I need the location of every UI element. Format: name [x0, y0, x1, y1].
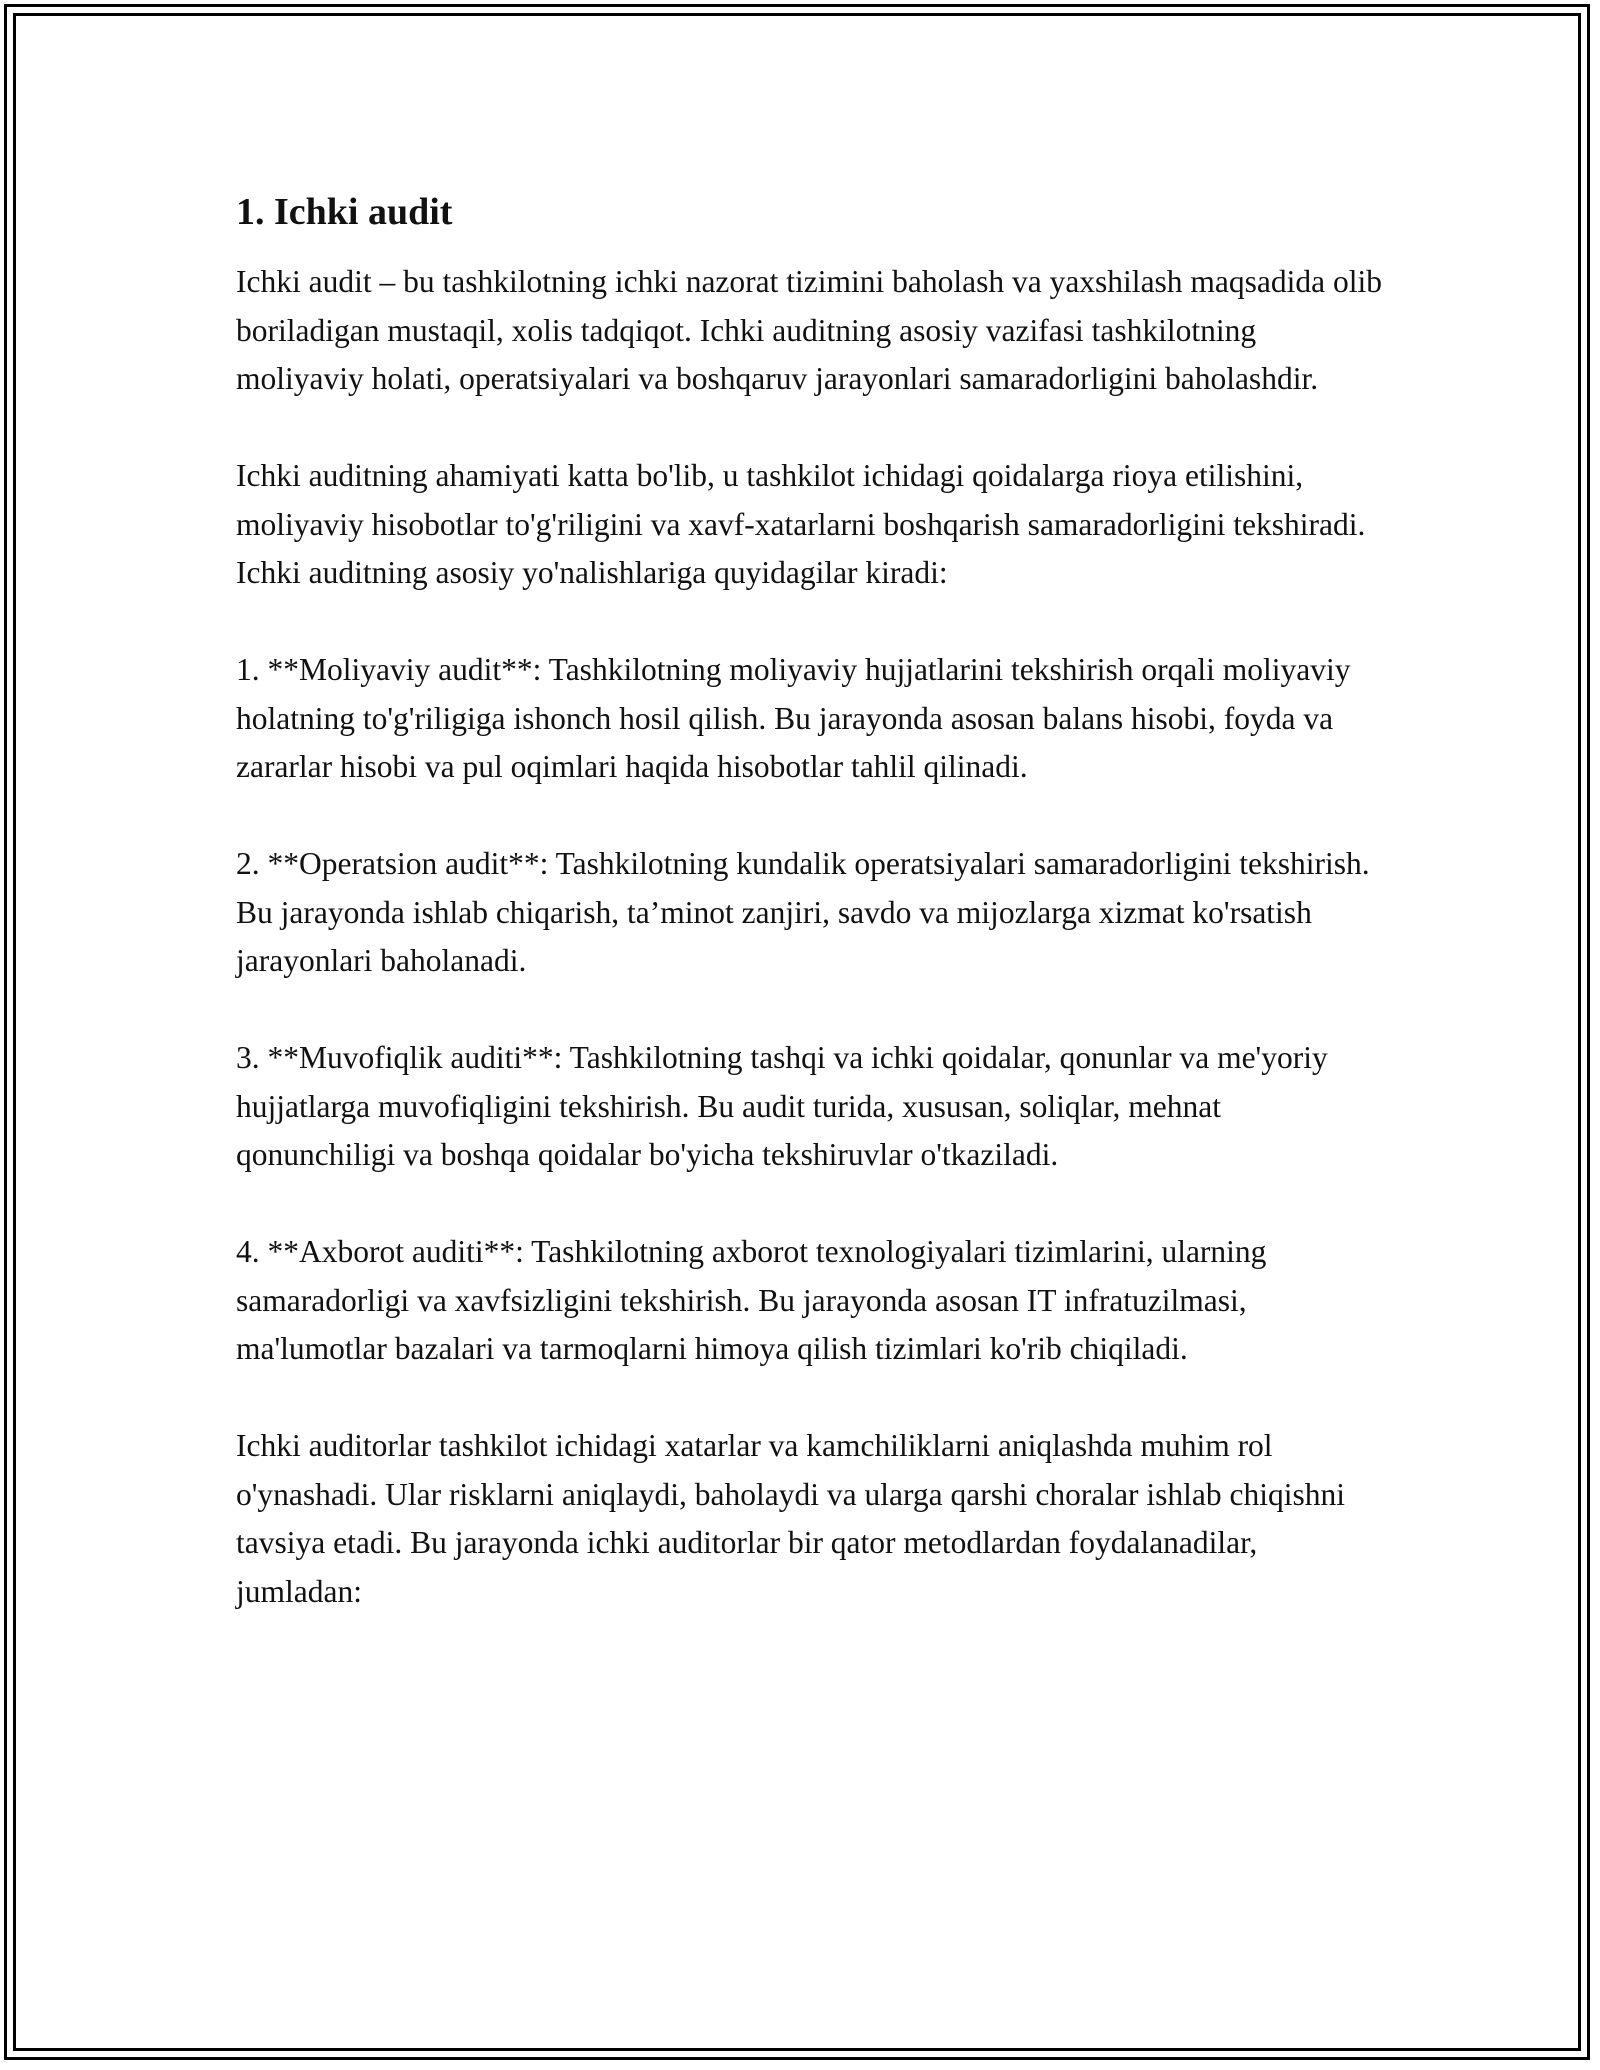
paragraph-intro: Ichki audit – bu tashkilotning ichki nazorat tizimini baholash va yaxshilash maqsadida olib boriladigan mustaqil, xolis tadqiqot. Ichki auditning asosiy vazifasi tashkilotning moliyaviy holati, operatsiyalari va boshqaruv jarayonlari samaradorligini baholashdir. [236, 264, 1383, 396]
section-heading: 1. Ichki audit [236, 191, 453, 233]
paragraph-importance: Ichki auditning ahamiyati katta bo'lib, u tashkilot ichidagi qoidalarga rioya etilishini, moliyaviy hisobotlar to'g'riligini va xavf-xatarlarni boshqarish samaradorligini tekshiradi. Ichki auditning asosiy yo'nalishlariga quyidagilar kiradi: [236, 458, 1366, 590]
document-body [236, 186, 1386, 1665]
paragraph-auditors-role: Ichki auditorlar tashkilot ichidagi xatarlar va kamchiliklarni aniqlashda muhim rol o'ynashadi. Ular risklarni aniqlaydi, baholaydi va ularga qarshi choralar ishlab chiqishni tavsiya etadi. Bu jarayonda ichki auditorlar bir qator metodlardan foydalanadilar, jumladan: [236, 1428, 1346, 1609]
list-item-compliance-audit: 3. **Muvofiqlik auditi**: Tashkilotning tashqi va ichki qoidalar, qonunlar va me'yoriy hujjatlarga muvofiqligini tekshirish. Bu audit turida, xususan, soliqlar, mehnat qonunchiligi va boshqa qoidalar bo'yicha tekshiruvlar o'tkaziladi. [236, 1040, 1328, 1172]
list-item-operational-audit: 2. **Operatsion audit**: Tashkilotning kundalik operatsiyalari samaradorligini tekshirish. Bu jarayonda ishlab chiqarish, ta’minot zanjiri, savdo va mijozlarga xizmat ko'rsatish jarayonlari baholanadi. [236, 846, 1370, 978]
list-item-financial-audit: 1. **Moliyaviy audit**: Tashkilotning moliyaviy hujjatlarini tekshirish orqali moliyaviy holatning to'g'riligiga ishonch hosil qilish. Bu jarayonda asosan balans hisobi, foyda va zararlar hisobi va pul oqimlari haqida hisobotlar tahlil qilinadi. [236, 652, 1351, 784]
list-item-information-audit: 4. **Axborot auditi**: Tashkilotning axborot texnologiyalari tizimlarini, ularning samaradorligi va xavfsizligini tekshirish. Bu jarayonda asosan IT infratuzilmasi, ma'lumotlar bazalari va tarmoqlarni himoya qilish tizimlari ko'rib chiqiladi. [236, 1234, 1267, 1366]
